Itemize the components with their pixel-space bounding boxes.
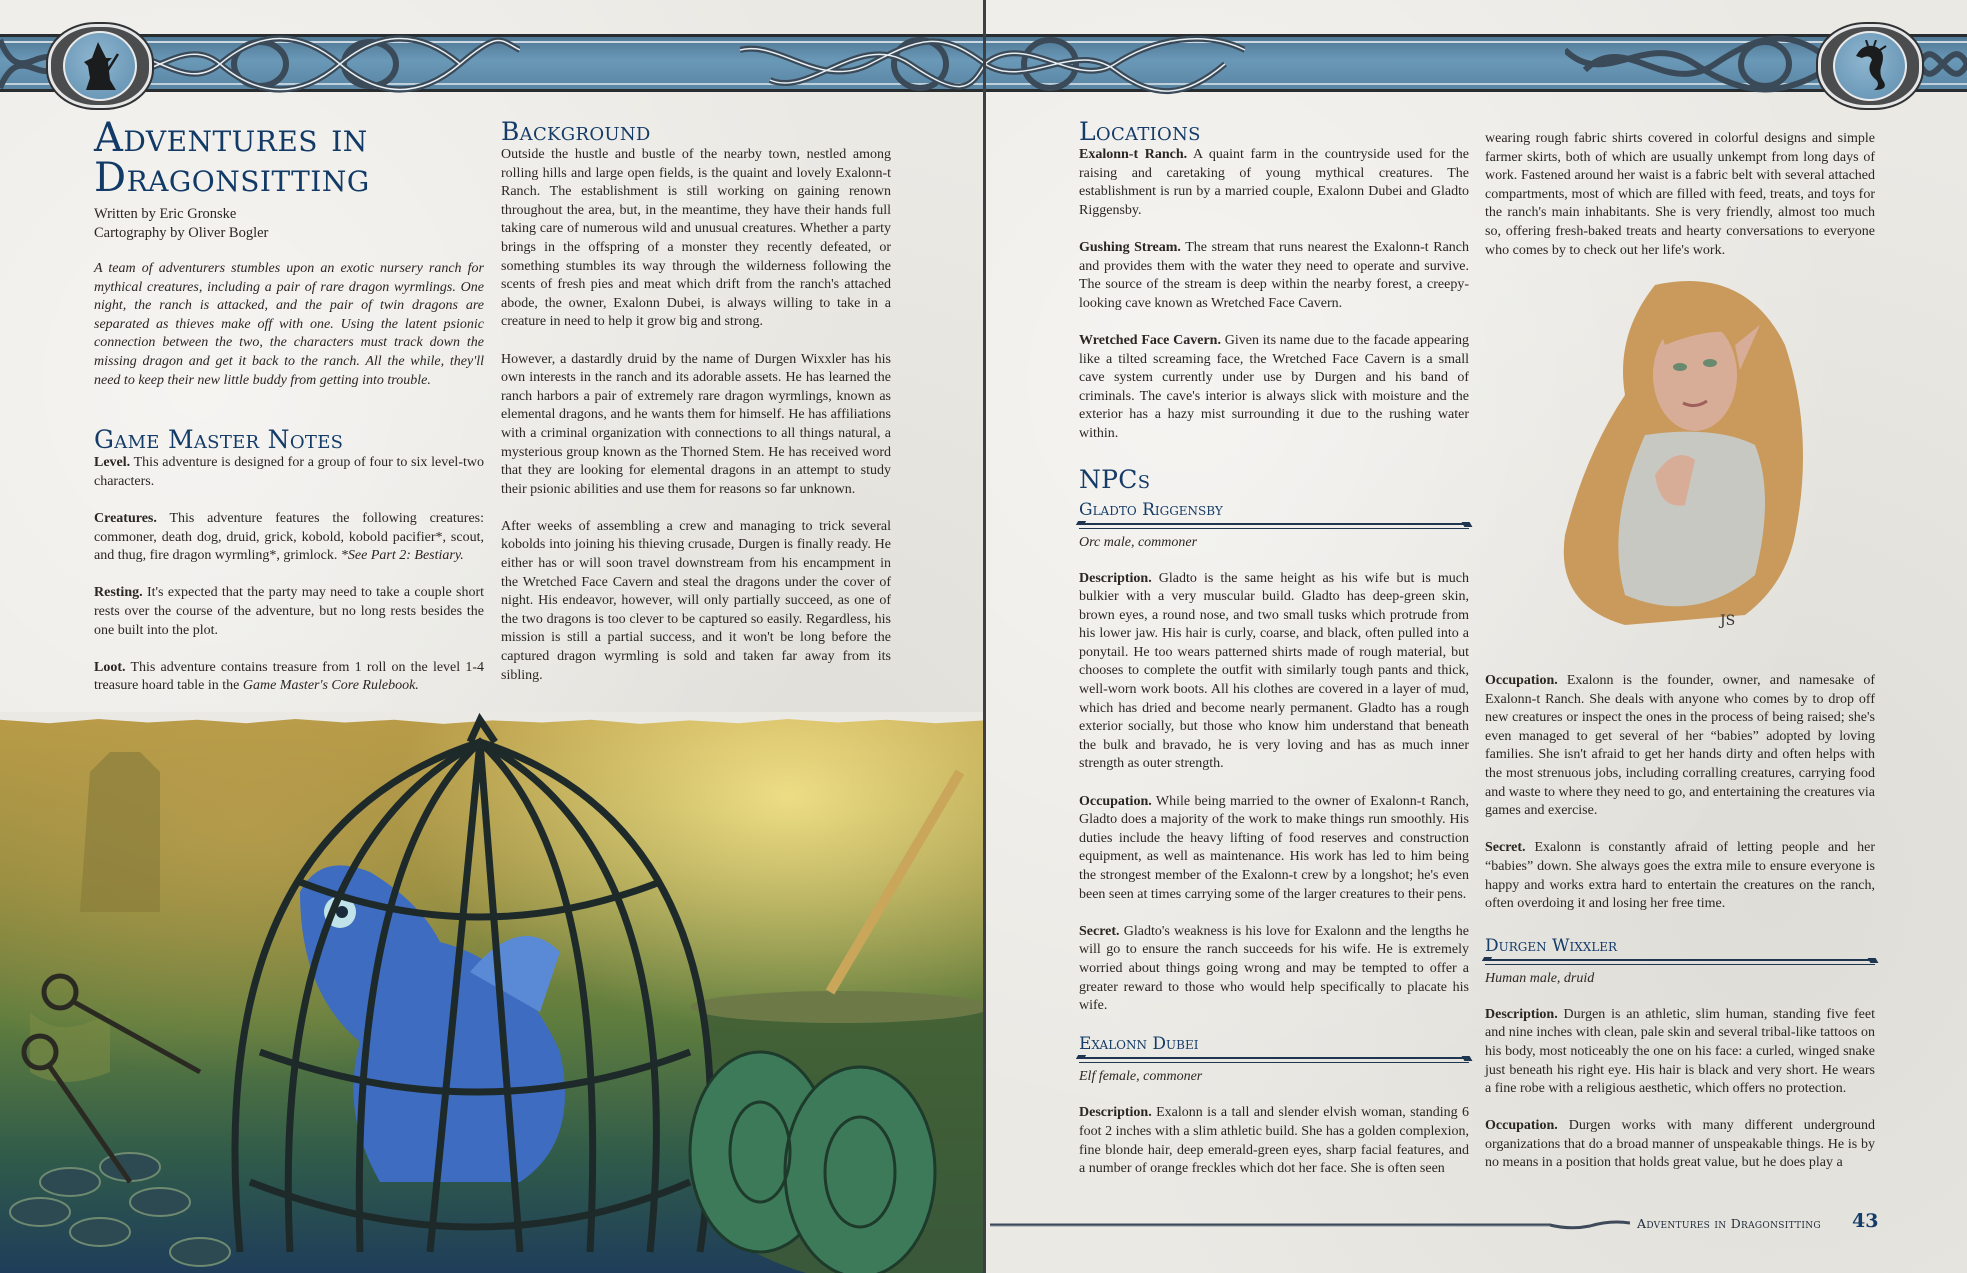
entry-label: Secret. — [1485, 840, 1526, 856]
npc-entry — [1485, 839, 1875, 913]
npc-entry — [1079, 1104, 1469, 1178]
right-column-2-lower — [1485, 672, 1875, 1192]
right-column-2 — [1485, 130, 1875, 260]
entry-text: Durgen works with many different underground organizations that do a broad manner of unspeakable things. He is by no means in a position that holds great value, but he does play a — [1485, 1118, 1875, 1171]
adventure-title — [94, 115, 454, 201]
celtic-knot-ornament-center-right — [985, 30, 1245, 98]
artist-signature: JS — [1720, 613, 1736, 629]
celtic-knot-ornament-center-left — [740, 30, 985, 98]
entry-text: Durgen is an athletic, slim human, standing five feet and nine inches with clean, pale skin and several tribal-like tattoos on his body, most noticeably the one on his face: a curled, winged snake just beneath his right eye. His hair is black and very short. He wears a fine robe with a religious aesthetic, which offers no protection. — [1485, 1006, 1875, 1097]
right-column-1 — [1079, 118, 1469, 1197]
background-paragraph: After weeks of assembling a crew and managing to trick several kobolds into joining his thieving crusade, Durgen is finally ready. He either has or will soon travel downstream from his encampment in the Wretched Face Cavern and steal the dragons under the cover of night. His endeavor, however, will only partially succeed, as one of the two dragons is too clever to be captured so easily. Regardless, his mission is still a partial success, and it won't be long before the captured dragon wyrmling is sold and taken far away from its sibling. — [501, 518, 891, 683]
exalonn-portrait-illustration — [1545, 275, 1875, 635]
gm-notes-heading: Game Master Notes — [94, 425, 344, 455]
npc-subtitle: Elf female, commoner — [1079, 1069, 1203, 1085]
entry-label: Occupation. — [1485, 1118, 1558, 1134]
entry-label: Secret. — [1079, 923, 1120, 939]
npc-entry — [1485, 672, 1875, 821]
npc-subtitle: Orc male, commoner — [1079, 534, 1198, 550]
dragon-silhouette-icon — [1848, 40, 1892, 92]
npc-entry — [1079, 570, 1469, 775]
entry-label: Description. — [1485, 1006, 1558, 1022]
heading-divider — [1079, 523, 1469, 529]
author-credit: Written by Eric Gronske — [94, 206, 237, 222]
background-heading: Background — [501, 117, 651, 146]
rulebook-reference: Game Master's Core Rulebook. — [242, 678, 419, 694]
left-column — [94, 260, 484, 714]
note-text: This adventure is designed for a group of four to six level-two characters. — [94, 455, 484, 489]
gm-note-creatures — [94, 510, 484, 566]
npc-gladto — [1079, 500, 1469, 1016]
location-name: Wretched Face Cavern. — [1079, 332, 1221, 348]
celtic-knot-ornament — [100, 30, 520, 98]
entry-text: Exalonn is the founder, owner, and namesake of Exalonn-t Ranch. She deals with anyone who comes by to drop off new creatures or inspect the ones in the process of being raised; she's even managed to get several of her “babies” adopted by loving families. She isn't afraid to get her hands dirty and often helps with the most strenuous jobs, including corralling creatures, carrying food and waste to where they need to go, and entertaining the creatures via games and exercise. — [1485, 673, 1875, 819]
page-number: 43 — [1852, 1210, 1879, 1232]
gm-note-loot — [94, 659, 484, 696]
title-line-2: Dragonsitting — [94, 155, 370, 201]
npc-entry — [1485, 1117, 1875, 1173]
title-line-1: Adventures in — [94, 115, 368, 161]
background-paragraph: Outside the hustle and bustle of the nearby town, nestled among rolling hills and large open fields, is the quaint and lovely Exalonn-t Ranch. The establishment is still working on gaining renown throughout the area, but, in the meantime, they have their hands full taking care of numerous wild and unusual creatures. Whether a party brings in the offspring of a monster they recently defeated, or something stumbles its way through the wilderness following the scents of fresh pies and meat which drift from the ranch's attached abode, the owner, Exalonn Dubei, is always willing to take in a creature in need to help it grow big and strong. — [501, 147, 891, 330]
right-page — [985, 0, 1967, 1273]
celtic-knot-ornament-edge — [1920, 30, 1967, 98]
gm-note-level — [94, 454, 484, 491]
npc-entry — [1485, 1006, 1875, 1099]
entry-text: Exalonn is a tall and slender elvish woman, standing 6 foot 2 inches with a slim athletic build. She has a golden complexion, fine blonde hair, deep emerald-green eyes, sharp facial features, and a number of orange freckles which dot her face. She is often seen — [1079, 1105, 1470, 1177]
entry-label: Occupation. — [1079, 793, 1152, 809]
gm-note-resting — [94, 584, 484, 640]
npc-name: Durgen Wixxler — [1485, 935, 1618, 956]
npc-durgen — [1485, 936, 1875, 1173]
wizard-silhouette-icon — [78, 40, 122, 92]
background-paragraph: However, a dastardly druid by the name of Durgen Wixxler has his own interests in the ranch and its adorable assets. He has learned the ranch harbors a pair of extremely rare dragon wyrmlings, known as elemental dragons, and he wants them for himself. He has affiliations with a criminal organization with connections to all things natural, a mysterious group known as the Thorned Stem. He has received word that they are looking for elemental dragons in an attempt to study their psionic abilities and use them for reasons so far unknown. — [501, 351, 891, 497]
heading-divider — [1485, 959, 1875, 965]
npc-entry — [1079, 923, 1469, 1016]
entry-label: Description. — [1079, 1105, 1152, 1121]
locations-heading: Locations — [1079, 117, 1201, 146]
cartography-credit: Cartography by Oliver Bogler — [94, 225, 269, 241]
note-label: Resting. — [94, 585, 143, 601]
location-entry — [1079, 332, 1469, 444]
note-label: Level. — [94, 455, 131, 471]
book-gutter — [983, 0, 986, 1273]
note-label: Loot. — [94, 659, 126, 675]
npc-entry-continued: wearing rough fabric shirts covered in colorful designs and simple farmer skirts, both of which are usually unkempt from long days of work. Fastened around her waist is a fabric belt with several attached compartments, most of which are filled with feed, treats, and toys for the ranch's main inhabitants. She is very friendly, almost too much so, offering fresh-baked treats and hearty conversations to everyone who comes by to check out her life's work. — [1485, 131, 1875, 258]
heading-divider — [1079, 1057, 1469, 1063]
caged-dragon-illustration — [0, 712, 985, 1273]
location-text: The stream that runs nearest the Exalonn-t Ranch and provides them with the water they need to operate and survive. The source of the stream is deep within the nearby forest, a creepy-looking cave known as Wretched Face Cavern. — [1079, 239, 1470, 311]
npc-entry — [1079, 793, 1469, 905]
cage-dragon-art — [0, 712, 985, 1273]
npc-name: Gladto Riggensby — [1079, 499, 1223, 520]
entry-text: Gladto is the same height as his wife but is much bulkier with a very muscular build. Gladto has deep-green skin, brown eyes, a round nose, and two small tusks which protrude from his lower jaw. His hair is curly, coarse, and black, often pulled into a ponytail. He too wears patterned shirts made of rough material, but chooses to complete the outfit with similarly tough pants and thick, well-worn work boots. All his clothes are covered in a layer of mud, which has dried and become nearly permanent. Gladto has a rough exterior socially, but those who know him understand that beneath the bulk and bravado, he is very loving and has as much inner strength as outer strength. — [1079, 570, 1470, 772]
location-entry — [1079, 239, 1469, 313]
background-column — [501, 118, 891, 704]
note-text: This adventure contains treasure from 1 roll on the level 1-4 treasure hoard table in the — [94, 659, 484, 694]
entry-text: Gladto's weakness is his love for Exalonn and the lengths he will go to ensure the ranch succeeds for his wife. He is extremely worried about things going wrong and may be tempted to offer a greater reward to those who would help specifically to placate his wife. — [1079, 923, 1469, 1014]
npc-subtitle: Human male, druid — [1485, 970, 1595, 986]
note-text: This adventure features the following creatures: commoner, death dog, druid, grick, kobold, kobold pacifier*, scout, and thug, fire dragon wyrmling*, grimlock. — [94, 510, 484, 564]
celtic-knot-ornament-right — [1565, 30, 1835, 98]
running-footer-title: Adventures in Dragonsitting — [1637, 1216, 1821, 1231]
location-name: Exalonn-t Ranch. — [1079, 147, 1188, 162]
location-text: A quaint farm in the countryside used for the raising and caretaking of young mythical creatures. The establishment is run by a married couple, Exalonn Dubei and Gladto Riggensby. — [1079, 147, 1469, 218]
entry-text: While being married to the owner of Exalonn-t Ranch, Gladto does a majority of the work to make things run smoothly. His duties include the heavy lifting of food reserves and construction equipment, as well as maintenance. His work has led to him being the strongest member of the Exalonn-t crew by a longshot; he's even been seen at times carrying some of the larger creatures to their pens. — [1079, 793, 1469, 902]
note-label: Creatures. — [94, 510, 157, 526]
footer-swoosh-ornament — [990, 1218, 1630, 1232]
entry-text: Exalonn is constantly afraid of letting people and her “babies” down. She always goes the extra mile to ensure everyone is happy and works extra hard to entertain the creatures on the ranch, often overdoing it and losing her free time. — [1485, 840, 1875, 912]
npc-name: Exalonn Dubei — [1079, 1034, 1199, 1055]
npc-exalonn — [1079, 1034, 1469, 1178]
dragon-medallion — [1818, 24, 1922, 108]
location-name: Gushing Stream. — [1079, 239, 1181, 255]
wizard-medallion — [48, 24, 152, 108]
credits — [94, 205, 268, 243]
intro-paragraph: A team of adventurers stumbles upon an exotic nursery ranch for mythical creatures, including a pair of rare dragon wyrmlings. One night, the ranch is attacked, and the pair of twin dragons are separated as thieves make off with one. Using the latent psionic connection between the two, the characters must track down the missing dragon and get it back to the ranch. All the while, they'll need to keep their new little buddy from getting into trouble. — [94, 261, 484, 388]
entry-label: Occupation. — [1485, 673, 1558, 688]
bestiary-reference: *See Part 2: Bestiary. — [340, 548, 464, 564]
note-text: It's expected that the party may need to take a couple short rests over the course of the adventure, but no long rests besides the one built into the plot. — [94, 585, 485, 638]
entry-label: Description. — [1079, 570, 1152, 586]
npcs-heading: NPCs — [1079, 464, 1151, 494]
location-text: Given its name due to the facade appearing like a tilted screaming face, the Wretched Face Cavern is a small cave system currently under use by Durgen and his band of criminals. The cave's interior is always slick with moisture and the exterior has a hazy mist surrounding it due to the rushing water within. — [1079, 332, 1470, 441]
location-entry — [1079, 146, 1469, 220]
